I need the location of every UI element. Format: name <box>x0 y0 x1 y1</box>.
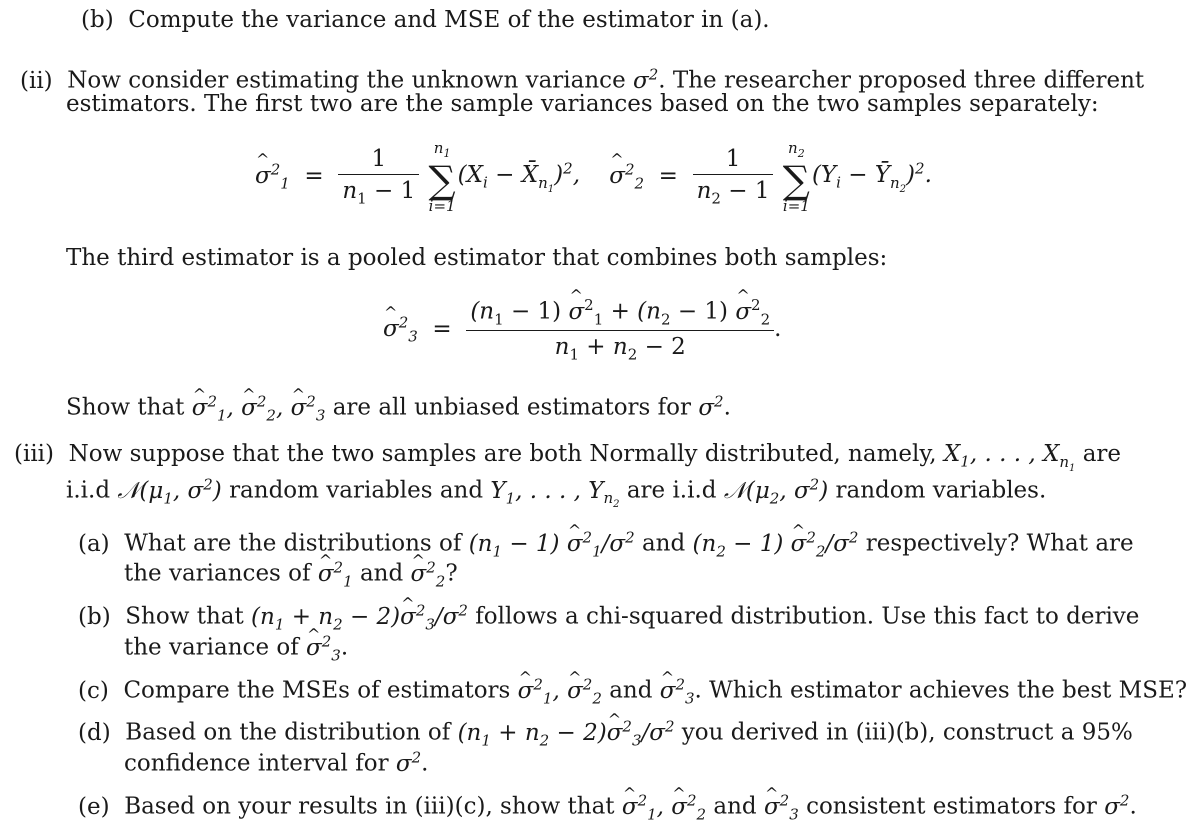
item-text: Compare the MSEs of estimators <box>123 677 511 704</box>
math-y-sample: $Y_1$, . . . , $Y_{n_2}$ <box>490 477 620 511</box>
part-iii-b-line2: the variance of ^ $\sigma^2_3$. <box>124 627 348 669</box>
sample-variance-equations: ^ $\sigma^2_1$ = $\frac{1}{n_1 - 1}$ $n_1$ ∑ i=1 ($X_i$ − $X̄_{n_1})^2$, ^ $\sigma^2_2$ = $\frac{1}{n_2 - 1}$ $n_2$ ∑ i=1 ($Y_i$ − $Ȳ_{n_2})^2$. <box>255 140 932 214</box>
math-sigma3-hat: ^ $\sigma^2_3$ <box>383 316 418 342</box>
item-text: follows a chi-squared distribution. Use this fact to derive <box>475 603 1140 630</box>
math-fraction: $\frac{(n_1 - 1) \^{} \sigma^2_1 + (n_2 - 1) \^{} \sigma^2_2}{n_1 + n_2 - 2}$ <box>466 296 774 364</box>
item-label: (a) <box>78 530 110 557</box>
math-sigma-hats: ^ $\sigma^2_1$, ^ $\sigma^2_2$ <box>518 678 602 704</box>
pooled-intro <box>66 244 887 272</box>
part-i-b <box>81 6 770 34</box>
part-label: (b) <box>81 7 114 33</box>
part-label: (iii) <box>14 441 55 467</box>
math-x-sample: $X_1$, . . . , $X_{n_1}$ <box>943 441 1076 474</box>
item-text: the variance of <box>124 634 299 661</box>
part-iii-e: (e) Based on your results in (iii)(c), show that ^ $\sigma^2_1$, ^ $\sigma^2_2$ and ^ $\sigma^2_3$ consistent estimators for $\sigma^2$. <box>78 786 1137 828</box>
show-unbiased: Show that ^ $\sigma^2_1$, ^ $\sigma^2_2$, ^ $\sigma^2_3$ are all unbiased estimators for $\sigma^2$. <box>66 387 731 429</box>
math-ratio-1: $(n_1 - 1)$ ^ $\sigma^2_1/\sigma^2$ <box>469 531 635 557</box>
math-term: ($X_i$ − $X̄_{n_1})^2$, <box>457 159 581 195</box>
math-normal-2: $𝒩(\mu_2$, $\sigma^2$) <box>723 475 829 508</box>
math-term: ($Y_i$ − $Ȳ_{n_2})^2$. <box>811 159 932 195</box>
item-text: and <box>641 530 686 557</box>
item-text: Based on your results in (iii)(c), show that <box>124 793 615 820</box>
math-pooled-ratio: ($n_1 + n_2$ − 2)^ $\sigma^2_3/\sigma^2$ <box>251 604 468 630</box>
math-sigma3-hat: ^ $\sigma^2_3$ <box>660 678 695 704</box>
math-sigma-hats: ^ $\sigma^2_1$, ^ $\sigma^2_2$, ^ $\sigma^2_3$ <box>192 395 326 421</box>
math-summation: $n_2$ ∑ i=1 <box>782 139 810 215</box>
part-text: are <box>1082 441 1122 467</box>
item-text: . Which estimator achieves the best MSE? <box>694 677 1187 704</box>
part-text: Now consider estimating the unknown variance <box>67 67 626 94</box>
part-iii-c <box>78 670 1187 712</box>
item-text: confidence interval for <box>124 750 389 777</box>
math-sigma2-hat: ^ $\sigma^2_2$ <box>411 561 446 587</box>
part-text: Show that <box>66 394 185 421</box>
math-sigma-squared: $\sigma^2$ <box>698 392 724 421</box>
math-fraction: $\frac{1}{n_1 - 1}$ <box>338 146 419 208</box>
item-text: you derived in (iii)(b), construct a 95% <box>681 719 1133 746</box>
math-sigma-hats: ^ $\sigma^2_1$, ^ $\sigma^2_2$ <box>622 794 706 820</box>
item-text: Show that <box>125 603 244 630</box>
item-text: and <box>609 677 653 704</box>
math-ratio-2: $(n_2 - 1)$ ^ $\sigma^2_2/\sigma^2$ <box>693 531 859 557</box>
math-fraction: $\frac{1}{n_2 - 1}$ <box>693 146 774 208</box>
item-label: (d) <box>78 719 111 746</box>
item-label: (b) <box>78 603 111 630</box>
item-text: consistent estimators for <box>806 793 1097 820</box>
math-sigma1-hat: ^ $\sigma^2_1$ <box>255 163 290 189</box>
math-sigma3-hat: ^ $\sigma^2_3$ <box>764 794 799 820</box>
part-text: are i.i.d <box>626 477 717 504</box>
math-sigma-squared: $\sigma^2$ <box>395 748 422 777</box>
item-label: (c) <box>78 677 109 704</box>
math-sigma-squared: $\sigma^2$ <box>1104 791 1130 820</box>
part-text: random variables. <box>835 477 1047 504</box>
item-text: and <box>359 560 404 587</box>
part-text: . The researcher proposed three different <box>658 67 1145 94</box>
part-text: random variables and <box>229 477 484 504</box>
math-sigma2-hat: ^ $\sigma^2_2$ <box>609 163 644 189</box>
item-text: respectively? What are <box>865 530 1134 557</box>
part-text: are all unbiased estimators for <box>332 394 692 421</box>
part-text: The third estimator is a pooled estimator that combines both samples: <box>66 245 888 271</box>
math-normal-1: $𝒩(\mu_1$, $\sigma^2$) <box>117 475 222 508</box>
math-sigma3-hat: ^ $\sigma^2_3$ <box>306 635 341 661</box>
part-iii-line2 <box>66 470 1046 519</box>
item-text: and <box>713 793 757 820</box>
part-text: i.i.d <box>66 477 111 504</box>
item-text: Based on the distribution of <box>125 719 451 746</box>
part-iii-a-line2: the variances of ^ $\sigma^2_1$ and ^ $\sigma^2_2$? <box>124 553 458 595</box>
part-ii-line2 <box>66 90 1099 118</box>
pooled-estimator-equation: ^ $\sigma^2_3$ = $\frac{(n_1 - 1) \^{} \sigma^2_1 + (n_2 - 1) \^{} \sigma^2_2}{n_1 + n_2 - 2}$ . <box>383 296 781 364</box>
part-label: (ii) <box>20 67 53 94</box>
part-text: Now suppose that the two samples are both Normally distributed, namely, <box>68 441 937 467</box>
math-sigma-squared: $\sigma^2$ <box>633 65 659 94</box>
math-summation: $n_1$ ∑ i=1 <box>428 139 456 215</box>
math-pooled-ratio: ($n_1 + n_2$ − 2)^ $\sigma^2_3/\sigma^2$ <box>458 720 675 746</box>
part-iii-d-line2: confidence interval for $\sigma^2$. <box>124 748 429 777</box>
part-text: Compute the variance and MSE of the estimator in (a). <box>128 7 770 33</box>
item-text: What are the distributions of <box>124 530 462 557</box>
item-label: (e) <box>78 793 110 820</box>
math-sigma1-hat: ^ $\sigma^2_1$ <box>318 561 353 587</box>
part-text: estimators. The first two are the sample variances based on the two samples separately: <box>66 91 1099 117</box>
item-text: the variances of <box>124 560 311 587</box>
